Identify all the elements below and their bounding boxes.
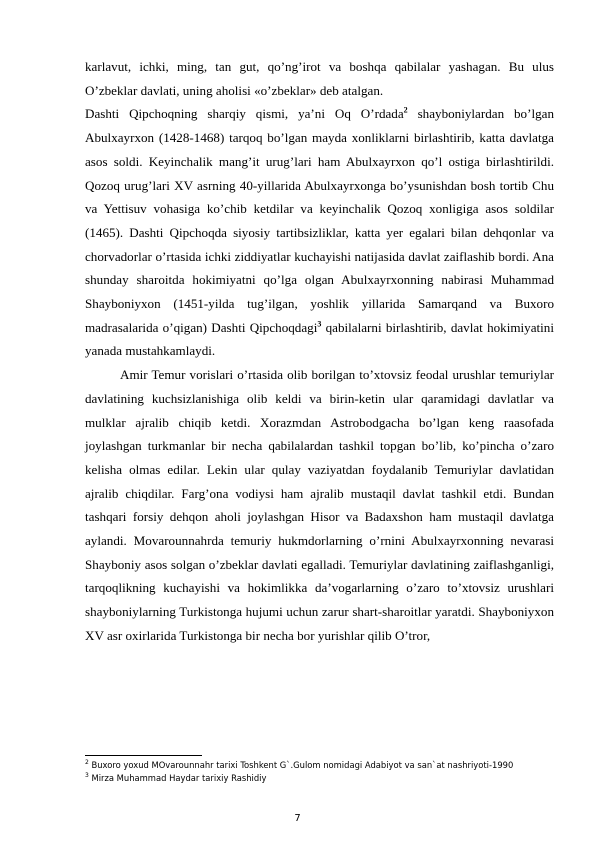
footnote xyxy=(85,772,554,785)
paragraph xyxy=(85,363,554,647)
paragraph-text: qabilalarni birlashtirib, davlat hokimiyatini yanada mustahkamlaydi. xyxy=(85,319,554,359)
body-text xyxy=(85,55,554,648)
paragraph-text: Dashti Qipchoqning sharqiy qismi, ya’ni Oq O’rdada xyxy=(85,106,404,122)
paragraph-text: karlavut, ichki, ming, tan gut, qo’ng’irot va boshqa qabilalar yashagan. Bu ulus O’zbeklar davlati, uning aholisi «o’zbeklar» deb atalgan. xyxy=(85,59,554,98)
footnotes xyxy=(85,759,554,785)
footnote-separator xyxy=(85,755,202,756)
footnote-ref: 3 xyxy=(317,319,322,329)
footnote-text: Mirza Muhammad Haydar tarixiy Rashidiy xyxy=(88,773,267,783)
footnote-ref: 2 xyxy=(403,106,408,116)
paragraph xyxy=(85,102,554,363)
paragraph xyxy=(85,55,554,102)
paragraph-text: Amir Temur vorislari o’rtasida olib borilgan to’xtovsiz feodal urushlar temuriylar davlatining kuchsizlanishiga olib keldi va birin-ketin ular qaramidagi davlatlar va mulklar ajralib chiqib ketdi. Xorazmdan Astrobodgacha bo’lgan keng raasofada joylashgan turkmanlar bir necha qabilalardan tashkil topgan bo’lib, ko’pincha o’zaro kelisha olmas edilar. Lekin ular qulay vaziyatdan foydalanib Temuriylar davlatidan ajralib chiqdilar. Farg’ona vodiysi ham ajralib mustaqil davlat tashkil etdi. Bundan tashqari forsiy dehqon aholi joylashgan Hisor va Badaxshon ham mustaqil davlatga aylandi. Movarounnahrda temuriy hukmdorlarning o’rnini Abulxayrxonning nevarasi Shayboniy asos solgan o’zbeklar davlati egalladi. Temuriylar davlatining zaiflashganligi, tarqoqlikning kuchayishi va hokimlikka da’vogarlarning o’zaro to’xtovsiz urushlari shayboniylarning Turkistonga hujumi uchun zarur shart-sharoitlar yaratdi. Shayboniyxon XV asr oxirlarida Turkistonga bir necha bor yurishlar qilib O’tror, xyxy=(85,367,554,643)
footnote xyxy=(85,759,554,772)
paragraph-text: shayboniylardan bo’lgan Abulxayrxon (1428-1468) tarqoq bo’lgan mayda xonliklarni birlashtirib, katta davlatga asos soldi. Keyinchalik mang’it urug’lari ham Abulxayrxon qo’l ostiga birlashtirildi. Qozoq urug’lari XV asrning 40-yillarida Abulxayrxonga bo’ysunishdan bosh tortib Chu va Yettisuv vohasiga ko’chib ketdilar va keyinchalik Qozoq xonligiga asos soldilar (1465). Dashti Qipchoqda siyosiy tartibsizliklar, katta yer egalari bilan dehqonlar va chorvadorlar o’rtasida ichki ziddiyatlar kuchayishi natijasida davlat zaiflashib bordi. Ana shunday sharoitda hokimiyatni qo’lga olgan Abulxayrxonning nabirasi Muhammad Shayboniyxon (1451-yilda tug’ilgan, yoshlik yillarida Samarqand va Buxoro madrasalarida o’qigan) Dashti Qipchoqdagi xyxy=(85,106,555,335)
footnote-number: 3 xyxy=(85,772,89,780)
page-number: 7 xyxy=(294,813,301,824)
footnote-number: 2 xyxy=(85,759,89,767)
footnote-text: Buxoro yoxud MOvarounnahr tarixi Toshkent G`.Gulom nomidagi Adabiyot va san`at nashriyoti-1990 xyxy=(88,760,514,770)
